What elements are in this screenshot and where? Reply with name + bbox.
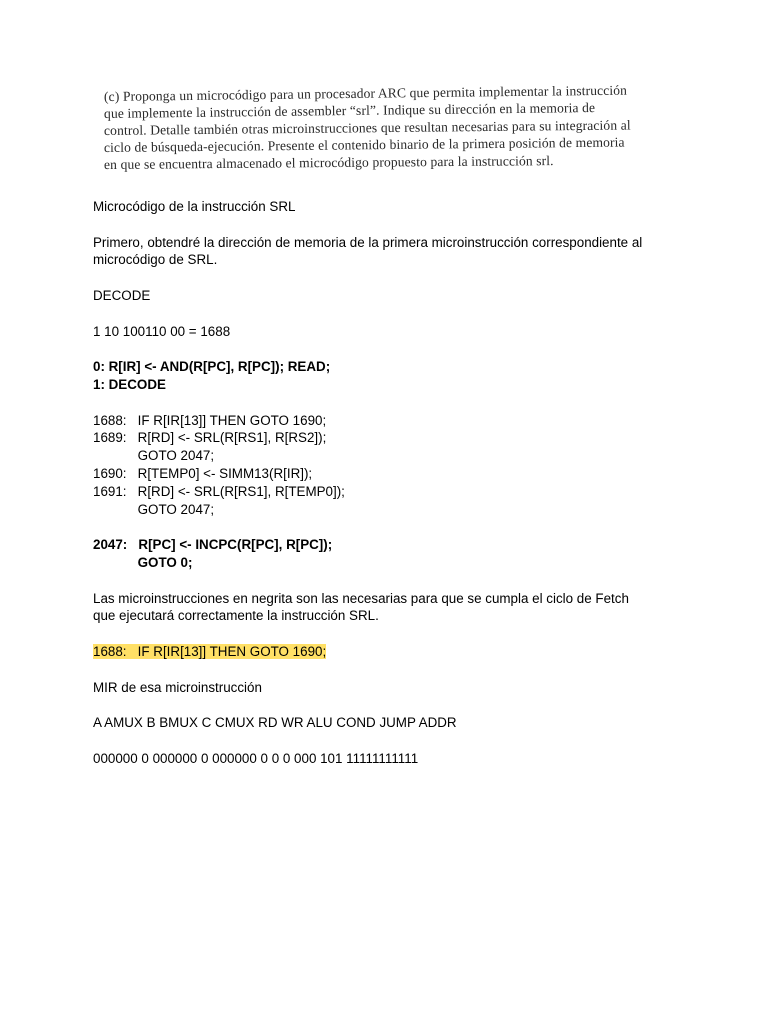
mir-bits: 000000 0 000000 0 000000 0 0 0 000 101 11111111111: [93, 750, 419, 766]
mir-title: MIR de esa microinstrucción: [93, 679, 262, 695]
fetch-microinstruction: 1: DECODE: [93, 376, 166, 392]
microcode-line: 1691: R[RD] <- SRL(R[RS1], R[TEMP0]);: [93, 483, 345, 499]
incpc-line: GOTO 0;: [93, 554, 193, 570]
incpc-block: [93, 536, 693, 572]
scanned-exam-question: [103, 82, 668, 173]
address-calculation: 1 10 100110 00 = 1688: [93, 323, 231, 339]
decode-label: DECODE: [93, 287, 151, 303]
document-body: [93, 198, 693, 785]
scan-line: ciclo de búsqueda-ejecución. Presente el contenido binario de la primera posición de memoria: [103, 134, 625, 155]
incpc-line: 2047: R[PC] <- INCPC(R[PC], R[PC]);: [93, 537, 333, 553]
microcode-line: GOTO 2047;: [93, 448, 215, 464]
scan-line: (c) Proponga un microcódigo para un procesador ARC que permita implementar la instrucción: [103, 82, 628, 104]
highlighted-microinstruction-row: [93, 643, 693, 661]
microcode-line: 1688: IF R[IR[13]] THEN GOTO 1690;: [93, 412, 327, 428]
highlighted-microinstruction: 1688: IF R[IR[13]] THEN GOTO 1690;: [93, 643, 327, 659]
scan-line: que implemente la instrucción de assembler “srl”. Indique su dirección en la memoria de: [103, 100, 596, 121]
fetch-microinstruction: 0: R[IR] <- AND(R[PC], R[PC]); READ;: [93, 359, 331, 375]
microcode-line: GOTO 2047;: [93, 501, 215, 517]
intro-line: microcódigo de SRL.: [93, 252, 218, 268]
note-line: que ejecutará correctamente la instrucción SRL.: [93, 608, 379, 624]
scan-line: en que se encuentra almacenado el microcódigo propuesto para la instrucción srl.: [103, 153, 554, 172]
microcode-line: 1689: R[RD] <- SRL(R[RS1], R[RS2]);: [93, 430, 327, 446]
mir-fields: A AMUX B BMUX C CMUX RD WR ALU COND JUMP ADDR: [93, 715, 457, 731]
intro-line: Primero, obtendré la dirección de memoria de la primera microinstrucción correspondiente al: [93, 234, 643, 250]
scan-line: control. Detalle también otras microinstrucciones que resultan necesarias para su integración al: [103, 117, 631, 138]
srl-microcode-block: [93, 412, 693, 519]
note-line: Las microinstrucciones en negrita son las necesarias para que se cumpla el ciclo de Fetch: [93, 590, 629, 606]
microcode-line: 1690: R[TEMP0] <- SIMM13(R[IR]);: [93, 465, 313, 481]
section-heading: Microcódigo de la instrucción SRL: [93, 199, 296, 214]
